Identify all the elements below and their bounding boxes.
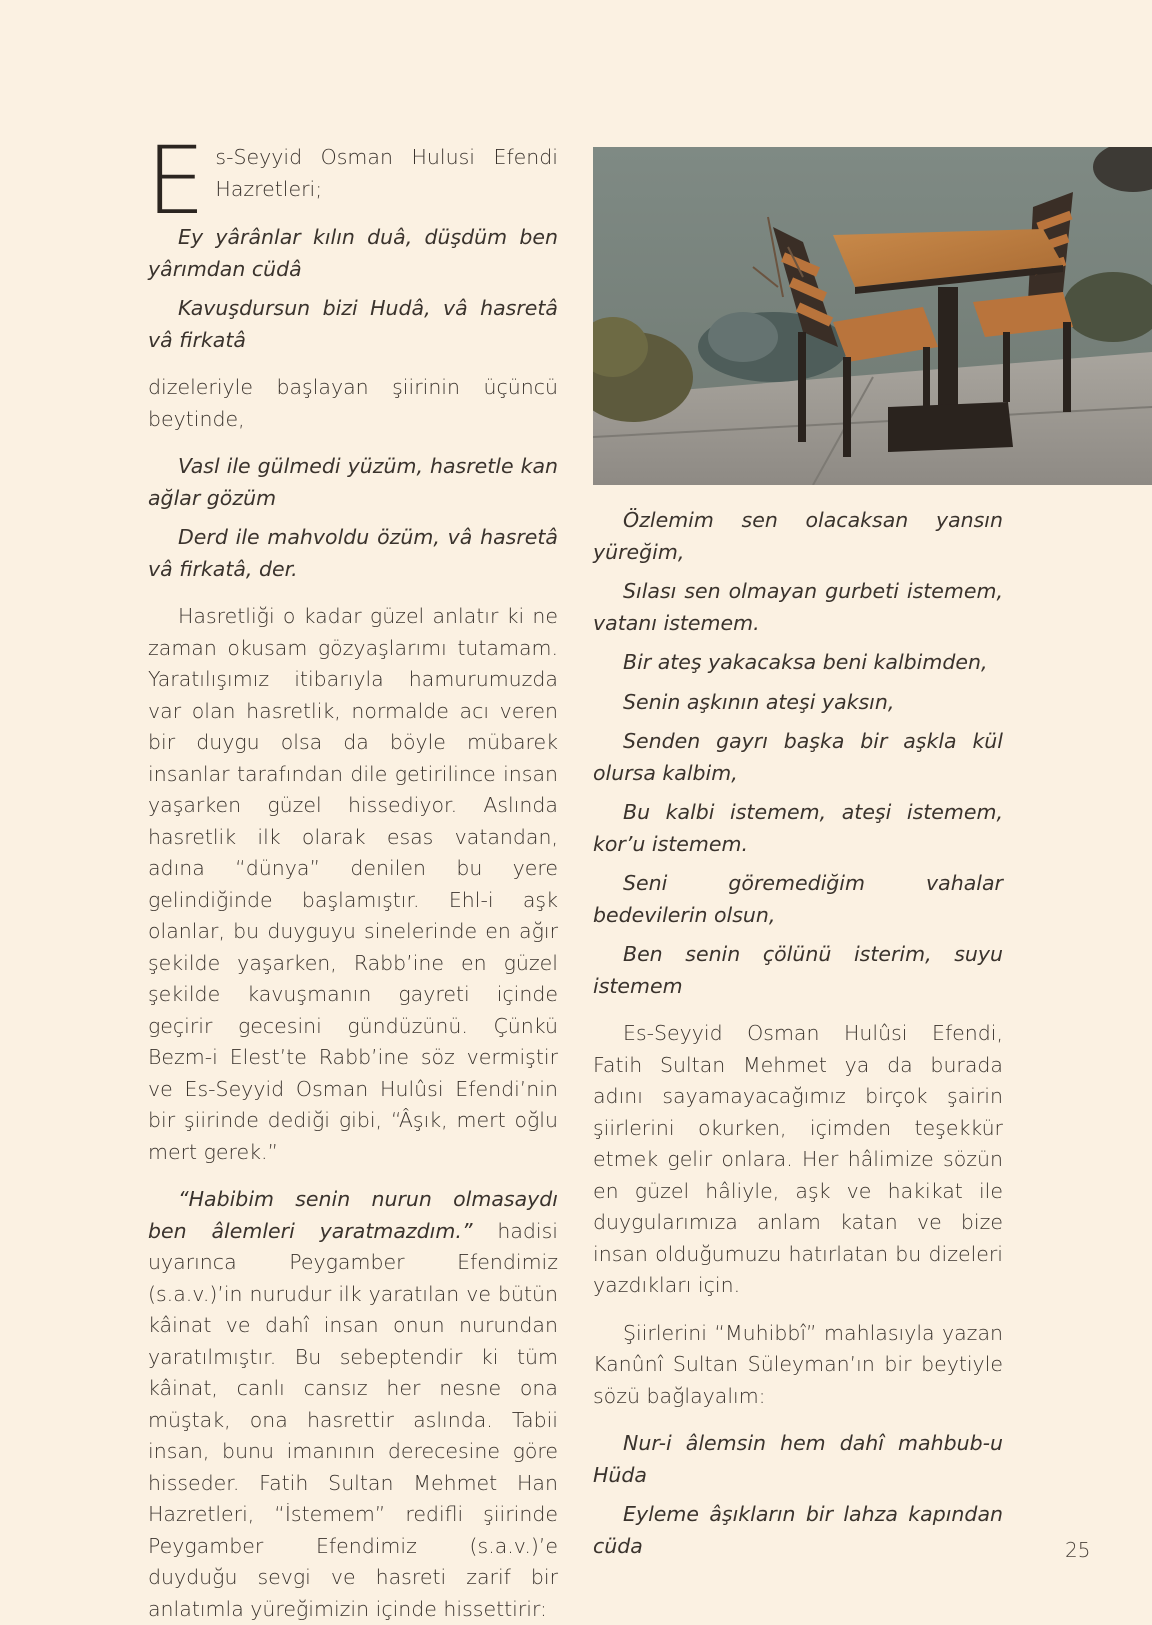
body-paragraph — [148, 1184, 558, 1625]
hadith-quote: “Habibim senin nurun olmasaydı ben âlemleri yaratmazdım.” — [148, 1187, 558, 1243]
verse-line: Seni göremediğim vahalar bedevilerin olsun, — [593, 871, 1003, 927]
intro-paragraph — [146, 127, 558, 236]
verse-line: Kavuşdursun bizi Hudâ, vâ hasretâ vâ firkatâ — [148, 296, 558, 352]
verse-line: Senden gayrı başka bir aşkla kül olursa kalbim, — [593, 729, 1003, 785]
verse-line: Derd ile mahvoldu özüm, vâ hasretâ vâ firkatâ, der. — [148, 525, 558, 581]
verse-line: Vasl ile gülmedi yüzüm, hasretle kan ağlar gözüm — [148, 454, 558, 510]
verse-line: Sılası sen olmayan gurbeti istemem, vatanı istemem. — [593, 579, 1003, 635]
hadith-rest: hadisi uyarınca Peygamber Efendimiz (s.a.v.)’in nurudur ilk yaratılan ve bütün kâinat ve dahî insan onun nurundan yaratılmıştır. Bu sebeptendir ki tüm kâinat, canlı cansız her nesne ona müştak, ona hasrettir aslında. Tabii insan, bunu imanının derecesine göre hisseder. Fatih Sultan Mehmet Han Hazretleri, “İstemem” redifli şiirinde Peygamber Efendimiz (s.a.v.)’e duyduğu sevgi ve hasreti zarif bir anlatımla yüreğimizin içinde hissettirir: — [148, 1218, 558, 1621]
photo-illustration — [593, 147, 1152, 485]
verse-line: Ben senin çölünü isterim, suyu istemem — [593, 942, 1003, 998]
body-paragraph: dizeleriyle başlayan şiirinin üçüncü beytinde, — [148, 375, 558, 431]
verse-line: Bu kalbi istemem, ateşi istemem, kor’u istemem. — [593, 800, 1003, 856]
intro-text: s-Seyyid Osman Hulusi Efendi Hazretleri; — [215, 145, 558, 201]
left-column — [146, 127, 558, 1625]
body-paragraph: Es-Seyyid Osman Hulûsi Efendi, Fatih Sultan Mehmet ya da burada adını sayamayacağımız birçok şairin şiirlerini okurken, içimden teşekkür etmek gelir onlara. Her hâlimize sözün en güzel hâliyle, aşk ve hakikat ile duygularımıza anlam katan ve bize insan olduğumuzu hatırlatan bu dizeleri yazdıkları için. — [593, 1021, 1003, 1297]
verse-line: Özlemim sen olacaksan yansın yüreğim, — [593, 508, 1003, 564]
cafe-table-photo — [593, 147, 1152, 485]
page-number: 25 — [1065, 1538, 1091, 1562]
verse-line: Senin aşkının ateşi yaksın, — [623, 689, 895, 714]
verse-line: Ey yârânlar kılın duâ, düşdüm ben yârımdan cüdâ — [148, 225, 558, 281]
body-paragraph: Hasretliği o kadar güzel anlatır ki ne zaman okusam gözyaşlarımı tutamam. Yaratılışımız itibarıyla hamurumuzda var olan hasretlik, normalde acı veren bir duygu olsa da böyle mübarek insanlar tarafından dile getirilince insan yaşarken güzel hissediyor. Aslında hasretlik ilk olarak esas vatandan, adına “dünya” denilen bu yere gelindiğinde başlamıştır. Ehl-i aşk olanlar, bu duyguyu sinelerinde en ağır şekilde yaşarken, Rabb’ine en güzel şekilde kavuşmanın gayreti içinde geçirir gecesini gündüzünü. Çünkü Bezm-i Elest’te Rabb’ine söz vermiştir ve Es-Seyyid Osman Hulûsi Efendi’nin bir şiirinde dediği gibi, “Âşık, mert oğlu mert gerek.” — [148, 604, 558, 1164]
drop-cap: E — [146, 127, 206, 236]
verse-line: Bir ateş yakacaksa beni kalbimden, — [623, 650, 988, 674]
right-column — [593, 505, 1003, 1562]
verse-line: Nur-i âlemsin hem dahî mahbub-u Hüda — [593, 1431, 1003, 1487]
body-paragraph: Şiirlerini “Muhibbî” mahlasıyla yazan Kanûnî Sultan Süleyman’ın bir beytiyle sözü bağlayalım: — [593, 1320, 1003, 1408]
verse-line: Eyleme âşıkların bir lahza kapından cüda — [593, 1502, 1003, 1558]
